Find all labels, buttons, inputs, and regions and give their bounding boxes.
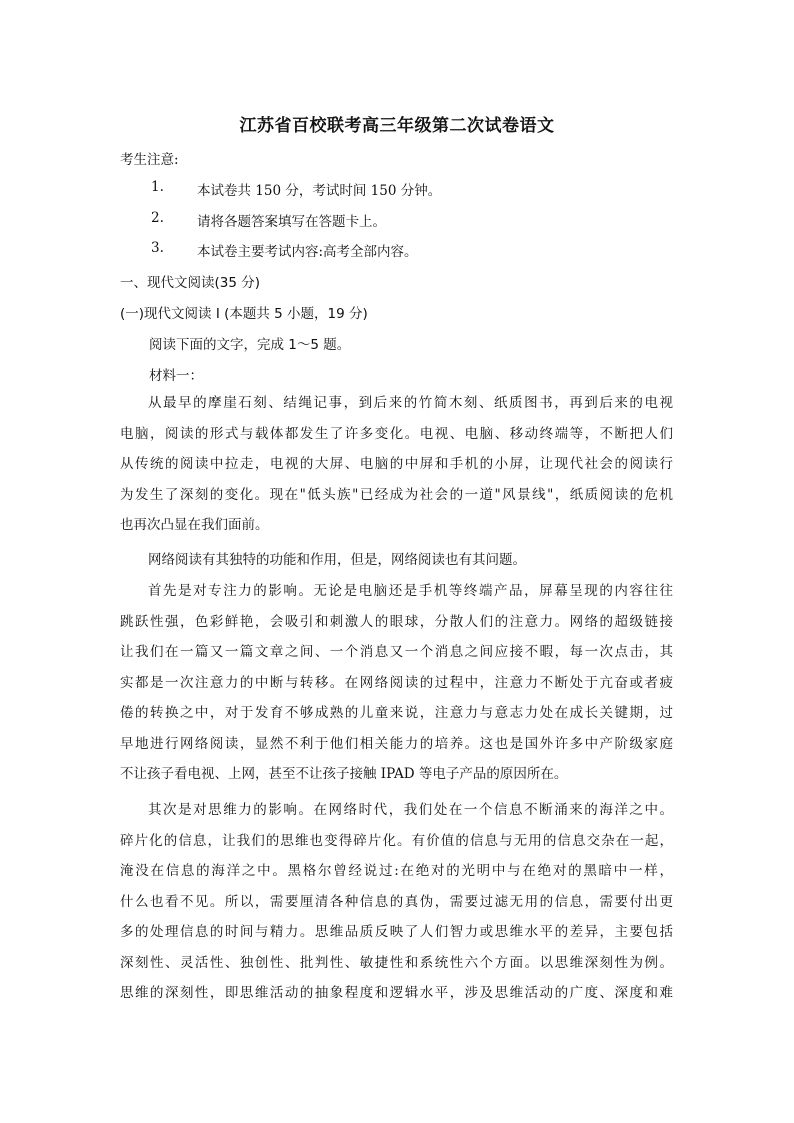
paragraph-line: 让我们在一篇又一篇文章之间、一个消息又一个消息之间应接不暇，每一次点击，其 — [120, 644, 673, 660]
paragraph-line: 也再次凸显在我们面前。 — [120, 517, 269, 533]
instruction-text: 阅读下面的文字，完成 1～5 题。 — [149, 337, 351, 353]
paragraph-line: 网络阅读有其独特的功能和作用，但是，网络阅读也有其问题。 — [148, 552, 526, 568]
notice-item-number: 2. — [151, 210, 164, 226]
paragraph-line: 为发生了深刻的变化。现在"低头族"已经成为社会的一道"风景线"，纸质阅读的危机 — [120, 486, 673, 503]
subsection-heading: (一)现代文阅读 I (本题共 5 小题，19 分) — [120, 306, 368, 322]
notice-item-number: 1. — [151, 179, 164, 195]
notice-item-number: 3. — [151, 240, 164, 256]
notice-item-text: 本试卷主要考试内容:高考全部内容。 — [197, 244, 418, 260]
paragraph-line: 思维的深刻性，即思维活动的抽象程度和逻辑水平，涉及思维活动的广度、深度和难 — [120, 985, 673, 1001]
notice-item-text: 请将各题答案填写在答题卡上。 — [197, 214, 386, 230]
paragraph-line: 早地进行网络阅读，显然不利于他们相关能力的培养。这也是国外许多中产阶级家庭 — [120, 735, 673, 752]
paragraph-line: 跳跃性强，色彩鲜艳，会吸引和刺激人的眼球，分散人们的注意力。网络的超级链接 — [120, 613, 673, 630]
paragraph — [120, 388, 673, 541]
paragraph-line: 倦的转换之中，对于发育不够成熟的儿童来说，注意力与意志力处在成长关键期，过 — [120, 705, 673, 721]
paragraph-line: 其次是对思维力的影响。在网络时代，我们处在一个信息不断涌来的海洋之中。 — [148, 802, 673, 818]
paragraph — [120, 795, 673, 1009]
paragraph-line: 淹没在信息的海洋之中。黑格尔曾经说过:在绝对的光明中与在绝对的黑暗中一样， — [120, 863, 673, 879]
paragraph-line: 实都是一次注意力的中断与转移。在网络阅读的过程中，注意力不断处于亢奋或者疲 — [120, 674, 673, 691]
paragraph-line: 电脑，阅读的形式与载体都发生了许多变化。电视、电脑、移动终端等，不断把人们 — [120, 425, 673, 442]
paragraph-line: 深刻性、灵活性、独创性、批判性、敏捷性和系统性六个方面。以思维深刻性为例。 — [120, 954, 673, 971]
paragraph-line: 碎片化的信息，让我们的思维也变得碎片化。有价值的信息与无用的信息交杂在一起， — [120, 832, 673, 849]
paragraph — [120, 576, 673, 790]
notice-item-text: 本试卷共 150 分，考试时间 150 分钟。 — [197, 183, 442, 199]
paragraph — [120, 545, 673, 576]
section-heading: 一、现代文阅读(35 分) — [120, 275, 261, 291]
paragraph-line: 从传统的阅读中拉走，电视的大屏、电脑的中屏和手机的小屏，让现代社会的阅读行 — [120, 456, 673, 472]
paragraph-line: 什么也看不见。所以，需要厘清各种信息的真伪，需要过滤无用的信息，需要付出更 — [120, 893, 673, 910]
paragraph-line: 首先是对专注力的影响。无论是电脑还是手机等终端产品，屏幕呈现的内容往往 — [148, 583, 673, 599]
paragraph-line: 从最早的摩崖石刻、结绳记事，到后来的竹简木刻、纸质图书，再到后来的电视 — [148, 395, 673, 411]
page-title: 江苏省百校联考高三年级第二次试卷语文 — [239, 116, 555, 136]
paragraph-line: 多的处理信息的时间与精力。思维品质反映了人们智力或思维水平的差异，主要包括 — [120, 924, 673, 940]
paragraph-line: 不让孩子看电视、上网，甚至不让孩子接触 IPAD 等电子产品的原因所在。 — [120, 766, 568, 782]
material-label: 材料一： — [149, 368, 203, 384]
notice-heading: 考生注意: — [120, 152, 179, 168]
